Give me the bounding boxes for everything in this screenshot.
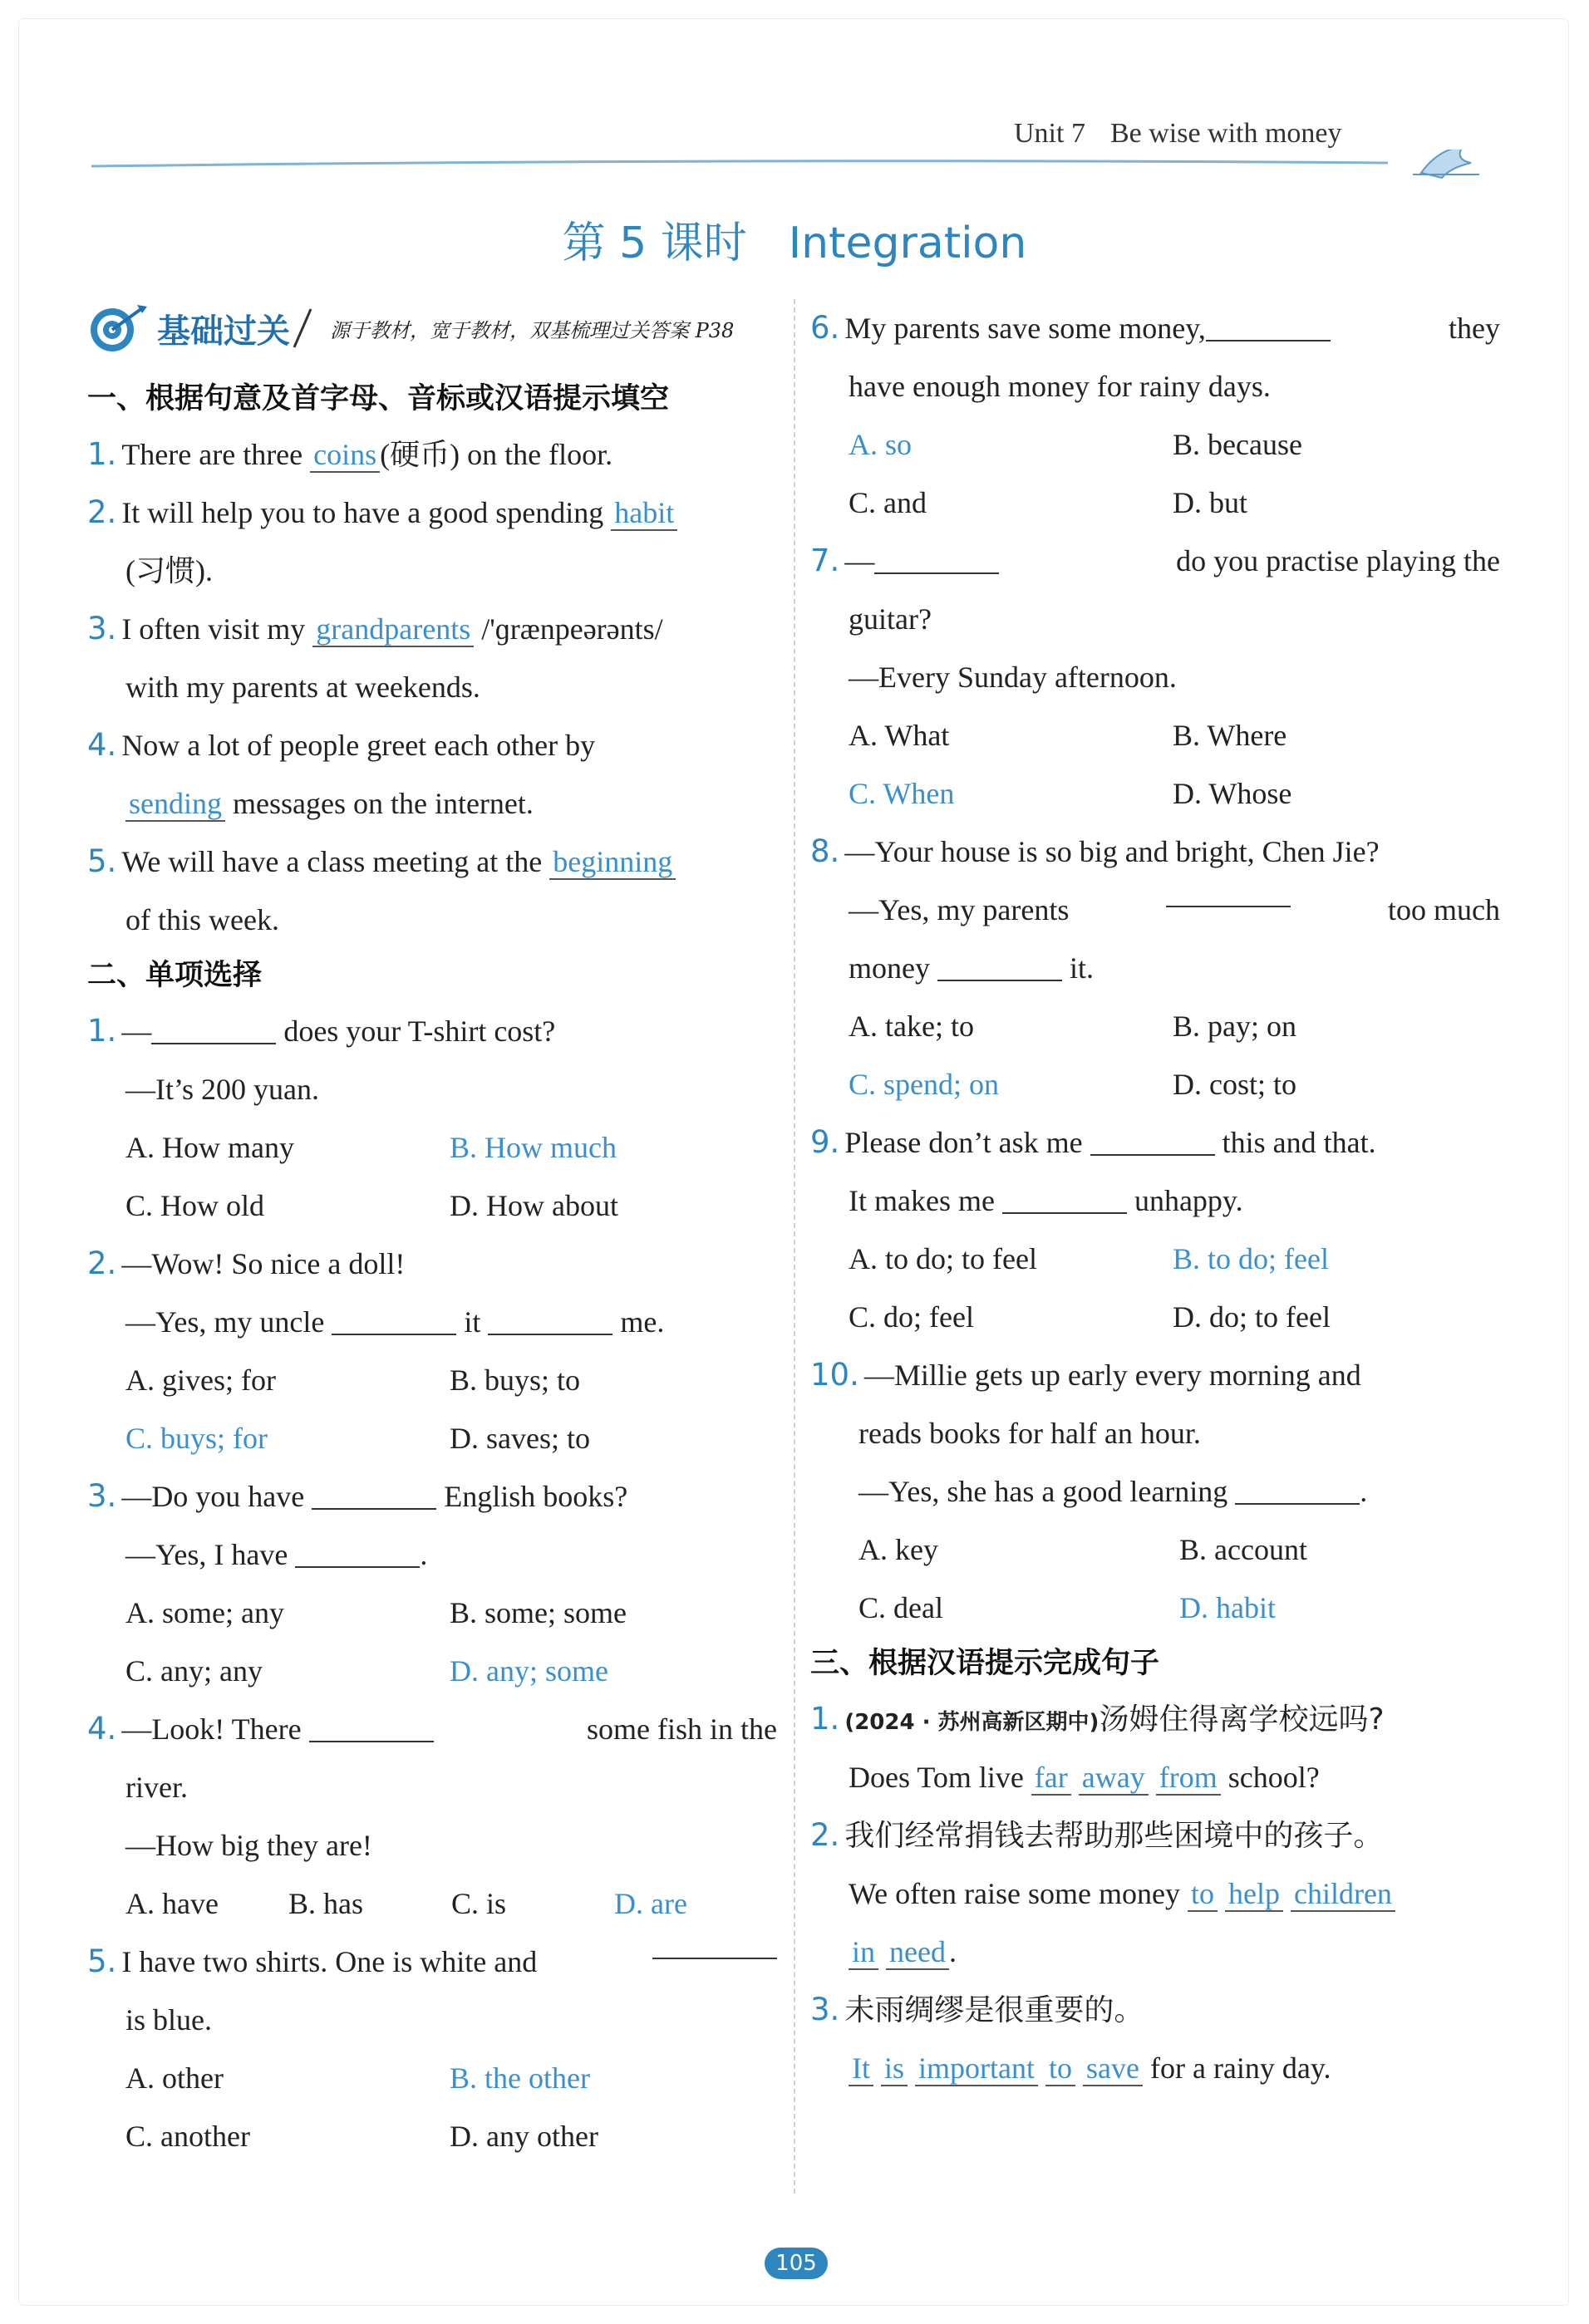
answer: from — [1156, 1761, 1221, 1796]
answer: to — [1188, 1877, 1218, 1912]
blank — [937, 955, 1062, 981]
answer: grandparents — [312, 612, 474, 647]
options: A. so B. because — [849, 428, 1302, 461]
answer: It — [849, 2051, 873, 2086]
right-column: 6. My parents save some money, they have enough money for rainy days. A. so B. because C. and D. but 7. — do you practise playing the guitar? —Every Sunday afternoon. A. What B. Where C. When D. Whose 8. —Your house is so big and bright, Chen Jie? —Yes, my parents too much money it. A. take; to B. pay; on C. spend; on D. cost; to 9. Please don’t ask me this and that. It makes me unhappy. A. to do; to feel B. to do; feel C. do; feel D. do; to feel 10. —Millie gets up early every morning and reads books for half an hour. —Yes, she has a good learning . A. key B. account C. deal D. habit 三、根据汉语提示完成句子 1. (2024 · 苏州高新区期中)汤姆住得离学校远吗? Does Tom live far away from school? 2. 我们经常捐钱去帮助那些困境中的孩子。 We often raise some money to help children in need . 3. 未雨绸缪是很重要的。 It is important to save for a rainy day. — [810, 299, 1500, 2097]
s1-question-4: 4. Now a lot of people greet each other by — [87, 727, 596, 763]
answer: away — [1079, 1761, 1149, 1796]
s2-question-8: 8. —Your house is so big and bright, Chen Jie? — [810, 833, 1380, 869]
answer: children — [1291, 1877, 1395, 1912]
s1-question-1: 1. There are three coins (硬币) on the floor. — [87, 436, 613, 472]
header-rule — [91, 150, 1488, 183]
target-icon — [87, 302, 149, 355]
blank — [309, 1716, 434, 1742]
lesson-name: Integration — [788, 219, 1027, 268]
blank — [312, 1483, 436, 1510]
answer: important — [915, 2051, 1038, 2086]
options: A. How many B. How much — [125, 1131, 617, 1164]
blank — [874, 548, 999, 574]
options: A. key B. account — [858, 1533, 1307, 1566]
blank — [1166, 881, 1291, 907]
lesson-number: 第 5 课时 — [562, 219, 747, 268]
section-3-title: 三、根据汉语提示完成句子 — [810, 1647, 1160, 1680]
s2-question-7: 7. — do you practise playing the — [810, 543, 1500, 578]
blank — [1090, 1129, 1215, 1156]
options: A. other B. the other — [125, 2061, 590, 2095]
blank — [332, 1309, 456, 1335]
options: A. What B. Where — [849, 719, 1287, 752]
s1-question-5: 5. We will have a class meeting at the beginning — [87, 833, 777, 891]
s1-question-3: 3. I often visit my grandparents /'ɡrænpeərənts/ — [87, 611, 663, 646]
section-1-title: 一、根据句意及首字母、音标或汉语提示填空 — [87, 382, 670, 415]
s2-question-10: 10. —Millie gets up early every morning and — [810, 1357, 1361, 1393]
s2-question-3: 3. —Do you have English books? — [87, 1478, 628, 1514]
s2-question-6: 6. My parents save some money, they — [810, 310, 1500, 346]
s2-question-2: 2. —Wow! So nice a doll! — [87, 1246, 406, 1281]
badge-subtitle: 源于教材，宽于教材，双基梳理过关答案 P38 — [330, 318, 735, 342]
answer: habit — [611, 496, 677, 531]
source-tag: (2024 · 苏州高新区期中) — [844, 1710, 1100, 1735]
blank — [488, 1309, 612, 1335]
answer: beginning — [549, 845, 676, 880]
s2-question-4: 4. —Look! There some fish in the — [87, 1711, 777, 1747]
answer: help — [1225, 1877, 1283, 1912]
options: A. to do; to feel B. to do; feel — [849, 1242, 1329, 1275]
page-number: 105 — [765, 2248, 828, 2279]
options: A. some; any B. some; some — [125, 1596, 627, 1629]
left-column: 基础过关 源于教材，宽于教材，双基梳理过关答案 P38 一、根据句意及首字母、音标或汉语提示填空 1. There are three coins (硬币) on the floor. 2. It will help you to have a good spending habit (习惯). 3. I often visit my grandparents /'ɡrænpeərənts/ with my parents at weekends. 4. Now a lot of people greet each other by sending messages on the internet. 5. We will have a class meeting at the beginning of this week. 二、单项选择 1. — does your T-shirt cost? —It’s 200 yuan. A. How many B. How much C. How old D. How about 2. —Wow! So nice a doll! —Yes, my uncle it me. A. gives; for B. buys; to C. buys; for D. saves; to 3. —Do you have English books? —Yes, I have . A. some; any B. some; some C. any; any D. any; some 4. —Look! There some fish in the river. —How big they are! A. have B. has C. is D. are 5. I have two shirts. One is white and is blue. A. other B. the other C. another D. any other — [87, 299, 777, 2165]
s3-question-1: 1. (2024 · 苏州高新区期中)汤姆住得离学校远吗? — [810, 1701, 1385, 1737]
options: A. take; to B. pay; on — [849, 1010, 1296, 1043]
s3-question-2: 2. 我们经常捐钱去帮助那些困境中的孩子。 — [810, 1817, 1384, 1853]
section-badge — [87, 299, 777, 357]
answer: in — [849, 1935, 878, 1970]
blank — [151, 1018, 276, 1044]
section-2-title: 二、单项选择 — [87, 959, 263, 992]
s2-question-5: 5. I have two shirts. One is white and — [87, 1933, 777, 1991]
s3-question-3: 3. 未雨绸缪是很重要的。 — [810, 1992, 1144, 2027]
answer: is — [881, 2051, 908, 2086]
s1-question-2: 2. It will help you to have a good spending habit — [87, 484, 777, 542]
options: A. have B. has C. is D. are — [125, 1887, 687, 1920]
blank — [1002, 1187, 1127, 1214]
s2-question-1: 1. — does your T-shirt cost? — [87, 1013, 556, 1049]
answer: to — [1045, 2051, 1075, 2086]
bird-logo-icon — [1413, 150, 1479, 178]
unit-title: Be wise with money — [1109, 118, 1342, 149]
answer: coins — [310, 438, 380, 473]
blank — [652, 1933, 777, 1959]
running-header — [1014, 118, 1342, 150]
unit-label: Unit 7 — [1014, 118, 1085, 149]
answer: far — [1031, 1761, 1071, 1796]
s2-question-9: 9. Please don’t ask me this and that. — [810, 1124, 1376, 1160]
badge-title: 基础过关 — [157, 312, 290, 351]
answer: save — [1083, 2051, 1143, 2086]
column-divider — [794, 299, 795, 2194]
options: A. gives; for B. buys; to — [125, 1363, 581, 1397]
slash-icon — [290, 307, 315, 349]
answer: sending — [125, 787, 225, 822]
answer: need — [886, 1935, 949, 1970]
blank — [295, 1541, 420, 1568]
lesson-title — [0, 208, 1589, 270]
blank — [1235, 1478, 1360, 1505]
blank — [1206, 315, 1331, 341]
